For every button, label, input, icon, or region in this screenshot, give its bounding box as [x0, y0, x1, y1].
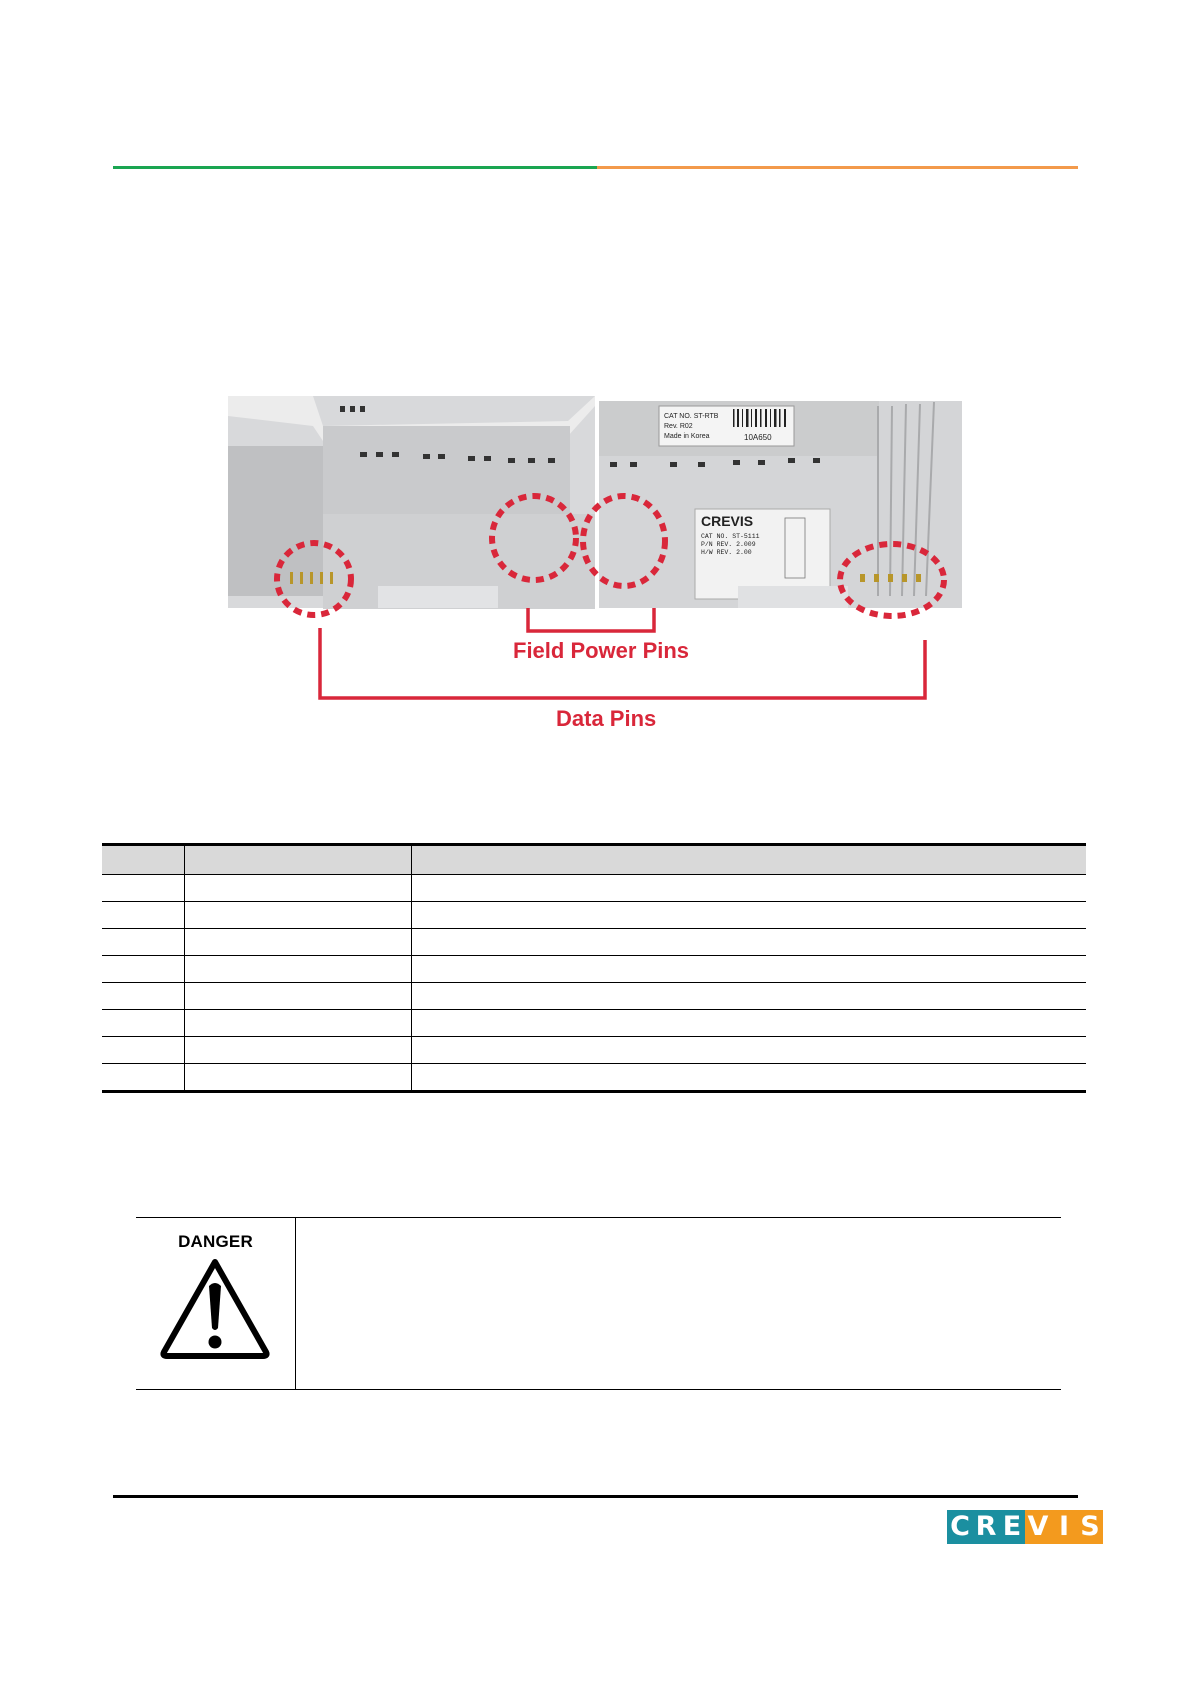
table-cell [411, 902, 1086, 929]
table-cell [102, 956, 184, 983]
footer-rule [113, 1495, 1078, 1498]
table-cell [184, 983, 411, 1010]
logo-letter: E [999, 1510, 1025, 1544]
danger-notice [136, 1217, 1061, 1390]
table-cell [184, 1037, 411, 1064]
table-cell [102, 929, 184, 956]
table-cell [411, 983, 1086, 1010]
table-cell [102, 983, 184, 1010]
label-top-line-1: CAT NO. ST-RTB [664, 413, 719, 420]
module-right-photo [599, 401, 962, 608]
table-row [102, 956, 1086, 983]
table-cell [102, 902, 184, 929]
table-row [102, 875, 1086, 902]
table-row [102, 1037, 1086, 1064]
table-cell [102, 1010, 184, 1037]
table-cell [411, 929, 1086, 956]
table-cell [411, 1064, 1086, 1092]
label-line-1: CAT NO. ST-5111 [701, 533, 760, 540]
table-row [102, 1010, 1086, 1037]
table-row [102, 902, 1086, 929]
logo-letter: S [1077, 1510, 1103, 1544]
logo-letter: C [947, 1510, 973, 1544]
table-cell [411, 1037, 1086, 1064]
logo-letter: R [973, 1510, 999, 1544]
table-cell [184, 875, 411, 902]
label-line-3: H/W REV. 2.00 [701, 549, 752, 556]
table-cell [184, 929, 411, 956]
warning-triangle-icon [158, 1256, 272, 1365]
logo-letter: I [1051, 1510, 1077, 1544]
danger-label: DANGER [178, 1232, 253, 1251]
module-pins-diagram [228, 396, 962, 736]
crevis-logo [947, 1510, 1103, 1544]
table-cell [102, 1064, 184, 1092]
logo-letter: V [1025, 1510, 1051, 1544]
label-top-line-2: Rev. R02 [664, 423, 693, 430]
danger-divider [295, 1218, 296, 1389]
table-cell [411, 875, 1086, 902]
data-pins-label: Data Pins [556, 706, 657, 731]
table-row [102, 1064, 1086, 1092]
table-header-row [102, 845, 1086, 875]
label-line-2: P/N REV. 2.009 [701, 541, 756, 548]
label-serial: 10A650 [744, 433, 772, 442]
header-rule-orange [597, 166, 1078, 169]
pin-table [102, 843, 1086, 1093]
table-header-cell [102, 845, 184, 875]
label-brand: CREVIS [701, 513, 754, 529]
table-row [102, 983, 1086, 1010]
label-top-line-3: Made in Korea [664, 433, 710, 440]
header-rule-green [113, 166, 597, 169]
table-cell [102, 1037, 184, 1064]
table-cell [411, 1010, 1086, 1037]
table-row [102, 929, 1086, 956]
table-cell [184, 902, 411, 929]
module-pins-figure [228, 396, 962, 736]
field-power-pins-label: Field Power Pins [513, 638, 690, 663]
table-cell [184, 956, 411, 983]
table-cell [102, 875, 184, 902]
table-cell [184, 1064, 411, 1092]
table-header-cell [411, 845, 1086, 875]
table-cell [411, 956, 1086, 983]
table-cell [184, 1010, 411, 1037]
table-header-cell [184, 845, 411, 875]
